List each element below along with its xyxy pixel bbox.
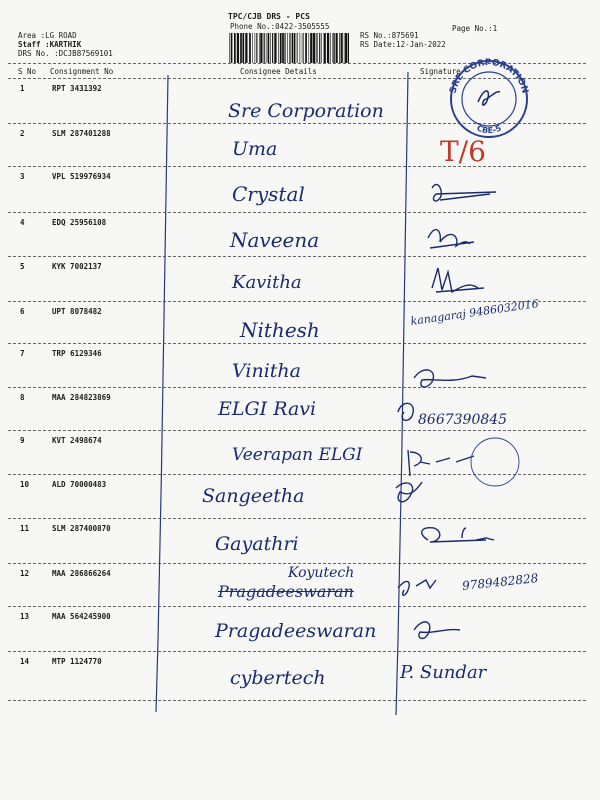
consignee-name: ELGI Ravi: [218, 398, 317, 420]
consignee-name: Gayathri: [215, 533, 299, 555]
consignment-number: VPL 519976934: [52, 172, 111, 181]
signature-text: 8667390845: [418, 412, 508, 428]
consignment-number: MAA 286866264: [52, 569, 111, 578]
column-header-consignment: Consignment No: [50, 67, 114, 76]
column-header-details: Consignee Details: [240, 67, 317, 76]
signature-scribble: [398, 580, 436, 595]
signature-scribble: [432, 185, 496, 201]
consignment-number: UPT 8078482: [52, 307, 102, 316]
stamp-ring-faint: [471, 438, 519, 486]
left-pen-line: [156, 75, 168, 712]
consignee-name: Crystal: [232, 182, 305, 206]
consignee-name: Vinitha: [232, 360, 301, 382]
signature-scribble: [414, 370, 486, 387]
consignee-name: Nithesh: [240, 318, 320, 342]
serial-number: 6: [20, 307, 25, 316]
consignee-name: Naveena: [230, 228, 320, 252]
consignee-name: Sangeetha: [202, 485, 305, 507]
consignment-number: RPT 3431392: [52, 84, 102, 93]
consignee-name: Sre Corporation: [228, 100, 384, 122]
column-header-sno: S No: [18, 67, 37, 76]
company-stamp: [448, 58, 529, 137]
consignment-number: KYK 7002137: [52, 262, 102, 271]
consignee-name: cybertech: [230, 667, 326, 689]
consignment-number: ALD 70000483: [52, 480, 107, 489]
signature-scribble: [396, 482, 422, 502]
consignment-number: MTP 1124770: [52, 657, 102, 666]
serial-number: 7: [20, 349, 25, 358]
svg-text:SRE CORPORATION: [448, 58, 529, 95]
serial-number: 11: [20, 524, 30, 533]
signature-scribble: [398, 403, 413, 420]
consignee-name: Kavitha: [232, 272, 302, 293]
serial-number: 3: [20, 172, 25, 181]
page-number: Page No.:1: [452, 24, 498, 33]
signature-text: 9789482828: [461, 571, 539, 593]
area-label: Area :LG ROAD: [18, 31, 77, 40]
signature-scribble: [408, 450, 474, 476]
consignee-name: Veerapan ELGI: [232, 445, 363, 465]
signature-text: P. Sundar: [400, 662, 487, 683]
phone-number: Phone No.:0422-3505555: [230, 22, 330, 31]
signature-scribble: [414, 622, 460, 639]
signature-text: kanagaraj 9486032016: [409, 297, 540, 328]
rs-number: RS No.:875691: [360, 31, 419, 40]
signature-scribble: [428, 230, 474, 248]
signature-scribble: [422, 528, 494, 542]
svg-text:CBE-5: [476, 123, 503, 135]
rs-date: RS Date:12-Jan-2022: [360, 40, 446, 49]
consignment-number: SLM 287400870: [52, 524, 111, 533]
serial-number: 4: [20, 218, 25, 227]
drs-number: DRS No. :DCJB87569101: [18, 49, 113, 58]
serial-number: 9: [20, 436, 25, 445]
serial-number: 13: [20, 612, 30, 621]
stamp-top-text: SRE CORPORATION: [448, 57, 530, 95]
signature-scribble: [432, 268, 484, 292]
serial-number: 14: [20, 657, 30, 666]
right-pen-line: [396, 72, 408, 715]
serial-number: 12: [20, 569, 30, 578]
signature-text: T/6: [440, 135, 486, 168]
consignee-name-struck: Pragadeeswaran: [218, 582, 354, 601]
serial-number: 2: [20, 129, 25, 138]
consignee-name: Uma: [232, 138, 278, 160]
consignment-number: EDQ 25956108: [52, 218, 107, 227]
serial-number: 5: [20, 262, 25, 271]
consignment-number: MAA 284823869: [52, 393, 111, 402]
serial-number: 8: [20, 393, 25, 402]
staff-label: Staff :KARTHIK: [18, 40, 82, 49]
stamp-bottom-text: CBE-5: [475, 123, 503, 136]
document-title: TPC/CJB DRS - PCS: [228, 12, 310, 21]
consignment-number: KVT 2498674: [52, 436, 102, 445]
consignment-number: MAA 564245900: [52, 612, 111, 621]
column-header-signature: Signature: [420, 67, 461, 76]
serial-number: 10: [20, 480, 30, 489]
consignee-name: Pragadeeswaran: [215, 620, 377, 642]
serial-number: 1: [20, 84, 25, 93]
consignee-name: Koyutech: [288, 565, 355, 581]
consignment-number: SLM 287401288: [52, 129, 111, 138]
consignment-number: TRP 6129346: [52, 349, 102, 358]
